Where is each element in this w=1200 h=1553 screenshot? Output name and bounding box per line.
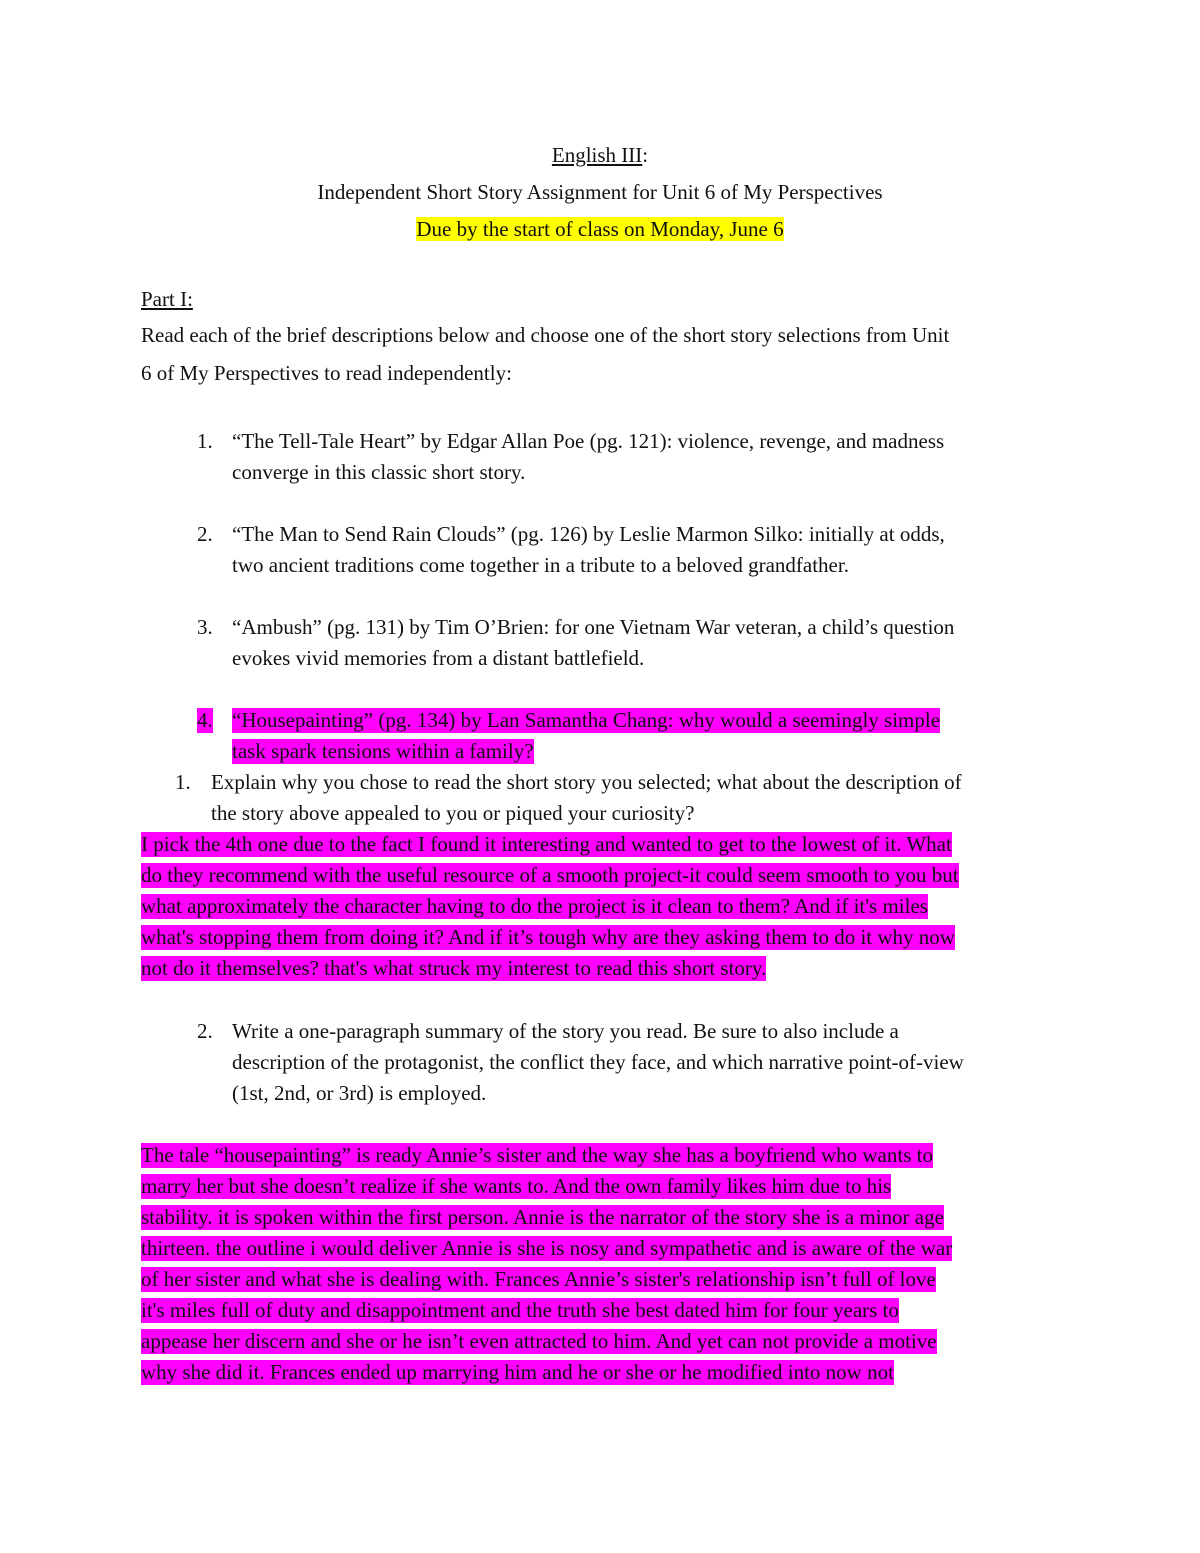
answer-line: why she did it. Frances ended up marrying him and he or she or he modified into now not — [141, 1360, 894, 1384]
story-number: 3. — [197, 615, 213, 639]
question-line: Explain why you chose to read the short story you selected; what about the description of — [211, 770, 962, 794]
answer-line: of her sister and what she is dealing with. Frances Annie’s sister's relationship isn’t full of love — [141, 1267, 936, 1291]
story-line: converge in this classic short story. — [232, 460, 526, 484]
story-number: 4. — [197, 708, 213, 732]
part1-instructions-line2: 6 of My Perspectives to read independently: — [141, 361, 512, 385]
assignment-title — [0, 180, 1200, 205]
question-line: description of the protagonist, the conflict they face, and which narrative point-of-view — [232, 1050, 964, 1074]
answer-line: The tale “housepainting” is ready Annie’s sister and the way she has a boyfriend who wants to — [141, 1143, 933, 1167]
answer-line: not do it themselves? that's what struck my interest to read this short story. — [141, 956, 767, 980]
answer-line: it's miles full of duty and disappointment and the truth she best dated him for four years to — [141, 1298, 899, 1322]
course-title-colon: : — [642, 143, 649, 167]
answer-line: thirteen. the outline i would deliver Annie is she is nosy and sympathetic and is aware of the war — [141, 1236, 953, 1260]
part1-instructions-line1: Read each of the brief descriptions below and choose one of the short story selections from Unit — [141, 323, 950, 347]
answer-line: I pick the 4th one due to the fact I found it interesting and wanted to get to the lowest of it. What — [141, 832, 952, 856]
answer-line: what's stopping them from doing it? And if it’s tough why are they asking them to do it why now — [141, 925, 955, 949]
question-line: Write a one-paragraph summary of the story you read. Be sure to also include a — [232, 1019, 899, 1043]
answer-line: what approximately the character having to do the project is it clean to them? And if it's miles — [141, 894, 928, 918]
assignment-title-text: Independent Short Story Assignment for Unit 6 of My Perspectives — [317, 180, 883, 204]
answer-line: appease her discern and she or he isn’t even attracted to him. And yet can not provide a motive — [141, 1329, 937, 1353]
question-number: 1. — [175, 770, 191, 794]
course-title: English III — [551, 143, 643, 167]
answer-line: marry her but she doesn’t realize if she wants to. And the own family likes him due to his — [141, 1174, 892, 1198]
due-date: Due by the start of class on Monday, June 6 — [416, 217, 784, 241]
story-line: “The Tell-Tale Heart” by Edgar Allan Poe (pg. 121): violence, revenge, and madness — [232, 429, 945, 453]
story-number: 1. — [197, 429, 213, 453]
story-line: evokes vivid memories from a distant battlefield. — [232, 646, 645, 670]
answer-line: stability. it is spoken within the first person. Annie is the narrator of the story she is a minor age — [141, 1205, 944, 1229]
question-number: 2. — [197, 1019, 213, 1043]
story-line: “Housepainting” (pg. 134) by Lan Samantha Chang: why would a seemingly simple — [232, 708, 941, 732]
story-line: two ancient traditions come together in a tribute to a beloved grandfather. — [232, 553, 849, 577]
story-line: “The Man to Send Rain Clouds” (pg. 126) by Leslie Marmon Silko: initially at odds, — [232, 522, 945, 546]
story-line: “Ambush” (pg. 131) by Tim O’Brien: for one Vietnam War veteran, a child’s question — [232, 615, 955, 639]
course-title-line — [0, 143, 1200, 168]
due-date-line — [0, 217, 1200, 242]
answer-line: do they recommend with the useful resource of a smooth project-it could seem smooth to you but — [141, 863, 959, 887]
part1-heading-text: Part I: — [141, 287, 193, 311]
part1-heading — [141, 287, 193, 312]
question-line: (1st, 2nd, or 3rd) is employed. — [232, 1081, 487, 1105]
story-line: task spark tensions within a family? — [232, 739, 534, 763]
question-line: the story above appealed to you or piqued your curiosity? — [211, 801, 695, 825]
story-number: 2. — [197, 522, 213, 546]
